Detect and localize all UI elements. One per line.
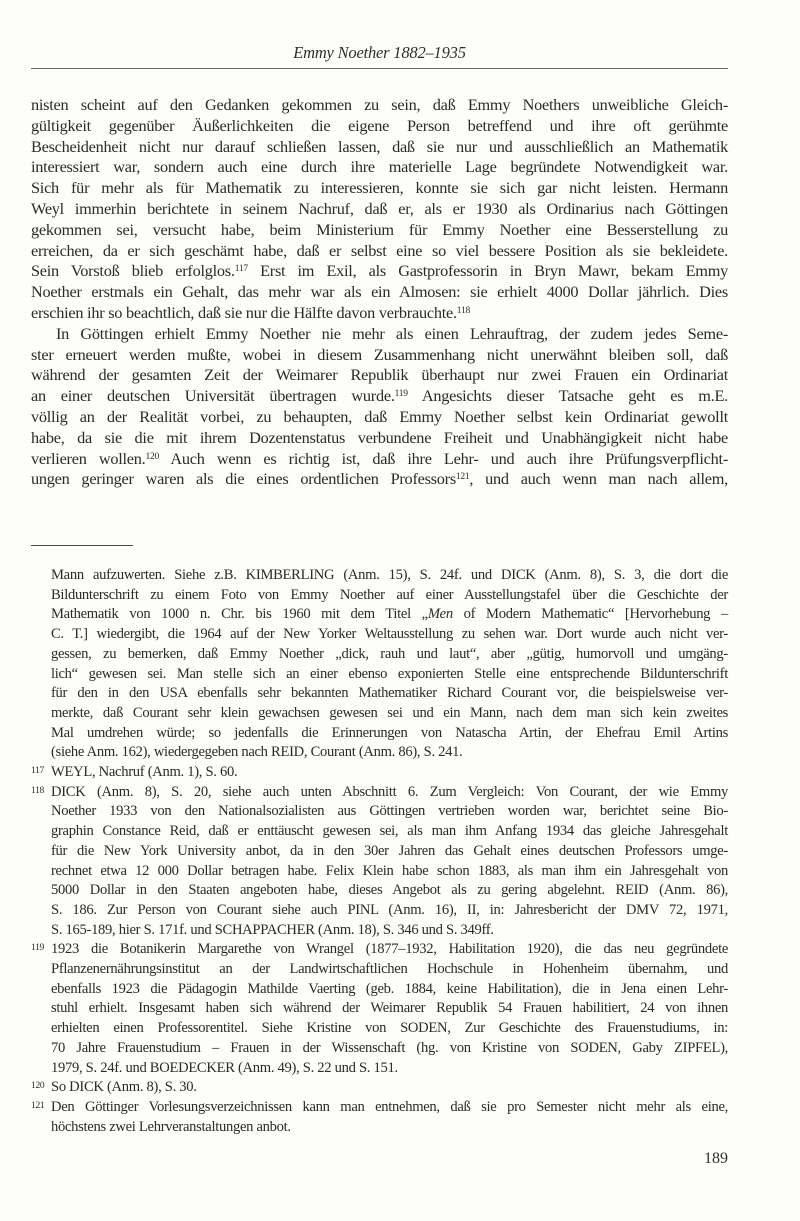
text-line: (siehe Anm. 162), wiedergegeben nach REID, Courant (Anm. 86), S. 241. <box>51 744 463 761</box>
text-line: Sich für mehr als für Mathematik zu interessieren, konnte sie sich gar nicht leisten. Hermann <box>31 178 728 198</box>
text-line: DICK (Anm. 8), S. 20, siehe auch unten Abschnitt 6. Zum Vergleich: Von Courant, der wie Emmy <box>51 783 728 800</box>
text-line: lich“ gewesen sei. Man stelle sich an einer ebenso exponierten Stelle eine entsprechende Bildunterschrift <box>51 665 728 682</box>
text-line: 1979, S. 24f. und BOEDECKER (Anm. 49), S. 22 und S. 151. <box>51 1059 398 1076</box>
footnote-continued <box>31 566 728 763</box>
text-line: ster erneuert werden mußte, wobei in diesem Zusammenhang nicht unerwähnt bleiben soll, daß <box>31 344 728 364</box>
paragraph-2 <box>31 324 728 490</box>
text-line: In Göttingen erhielt Emmy Noether nie mehr als einen Lehrauftrag, der zudem jedes Seme- <box>56 323 728 343</box>
text-line: Bildunterschrift zu einem Foto von Emmy Noether auf einer Ausstellungstafel über die Geschichte der <box>51 586 728 603</box>
text-line: 5000 Dollar in den Staaten angeboten habe, dieses Angebot als zu gering abgelehnt. REID (Anm. 86), <box>51 882 728 899</box>
text-line: für die New York University anbot, da in den 30er Jahren das Gehalt eines deutschen Professors umge- <box>51 842 728 859</box>
text-line: interessiert war, sondern auch eine durch ihre materielle Lage begründete Notwendigkeit war. <box>31 157 728 177</box>
text-fragment: Erst im Exil, als Gastprofessorin in Bryn Mawr, bekam Emmy <box>247 261 728 281</box>
text-line: merkte, daß Courant sehr klein gewachsen gewesen sei und ein Mann, nach dem man sich kein zweites <box>51 704 728 721</box>
footnote-120 <box>31 1078 728 1098</box>
running-header <box>31 0 728 69</box>
footnote-body <box>51 783 728 941</box>
page-number: 189 <box>704 1150 728 1167</box>
text-line: 1923 die Botanikerin Margarethe von Wrangel (1877–1932, Habilitation 1920), die das neu gegründete <box>51 941 728 958</box>
footnote-ref-119[interactable]: 119 <box>394 389 408 400</box>
text-line <box>51 605 728 625</box>
footnote-ref-120[interactable]: 120 <box>145 451 159 462</box>
text-line: rechnet etwa 12 000 Dollar betragen habe. Felix Klein habe schon 1883, als man ihm ein Jahresgehalt von <box>51 862 728 879</box>
text-line: WEYL, Nachruf (Anm. 1), S. 60. <box>51 764 238 781</box>
text-line: nisten scheint auf den Gedanken gekommen zu sein, daß Emmy Noethers unweibliche Gleich- <box>31 95 728 114</box>
text-line <box>31 386 728 407</box>
text-line: höchstens zwei Lehrveranstaltungen anbot. <box>51 1118 291 1135</box>
text-line <box>31 261 728 282</box>
text-line: C. T.] wiedergibt, die 1964 auf der New Yorker Weltausstellung zu sehen war. Dort wurde auch nicht ver- <box>51 626 728 643</box>
text-line: für den in den USA ebenfalls sehr bekannten Mathematiker Richard Courant vor, die beispielsweise ver- <box>51 685 728 702</box>
text-line: habe, da sie die mit ihrem Dozentenstatus verbundene Freiheit und Unabhängigkeit nicht habe <box>31 427 728 447</box>
text-line: gekommen sei, versucht habe, beim Ministerium für Emmy Noether eine Besserstellung zu <box>31 219 728 239</box>
text-line: gessen, zu bemerken, daß Emmy Noether „dick, rauh und laut“, aber „gütig, humorvoll und umgäng- <box>51 645 728 662</box>
text-line: S. 165-189, hier S. 171f. und SCHAPPACHER (Anm. 18), S. 346 und S. 349ff. <box>51 921 494 938</box>
footnote-ref-121[interactable]: 121 <box>455 472 470 483</box>
footnote-body <box>51 1098 728 1137</box>
footnote-117 <box>31 763 728 783</box>
text-line <box>31 469 728 490</box>
text-line: So DICK (Anm. 8), S. 30. <box>51 1079 197 1096</box>
footnote-ref-118[interactable]: 118 <box>456 305 470 316</box>
running-title: Emmy Noether 1882–1935 <box>293 43 466 62</box>
footnote-121 <box>31 1098 728 1137</box>
footnote-number: 119 <box>31 943 44 954</box>
text-line: erhielten einen Professorentitel. Siehe Kristine von SODEN, Zur Geschichte des Frauenstudiums, in: <box>51 1020 728 1037</box>
text-line: völlig an der Realität vorbei, zu behaupten, daß Emmy Noether selbst kein Ordinariat gewollt <box>31 406 728 426</box>
text-line: Mann aufzuwerten. Siehe z.B. KIMBERLING (Anm. 15), S. 24f. und DICK (Anm. 8), S. 3, die dort die <box>51 567 728 583</box>
text-line: Den Göttinger Vorlesungsverzeichnissen kann man entnehmen, daß sie pro Semester nicht mehr als eine, <box>51 1098 728 1115</box>
text-line: 70 Jahre Frauenstudium – Frauen in der Wissenschaft (hg. von Kristine von SODEN, Gaby ZIPFEL), <box>51 1039 728 1056</box>
text-fragment: Sein Vorstoß blieb erfolglos. <box>31 261 235 281</box>
footnote-number: 117 <box>31 766 44 777</box>
main-text <box>31 95 728 490</box>
text-line: Bescheidenheit nicht nur darauf schließen lassen, daß sie nur und ausschließlich an Mathematik <box>31 136 728 156</box>
text-fragment: erschien ihr so beachtlich, daß sie nur die Hälfte davon verbrauchte. <box>31 302 457 322</box>
text-fragment: Angesichts dieser Tatsache geht es m.E. <box>407 386 728 406</box>
footnote-body <box>51 566 728 763</box>
text-line: Weyl immerhin berichtete in seinem Nachruf, daß er, als er 1930 als Ordinarius nach Göttingen <box>31 198 728 218</box>
text-fragment: of Modern Mathematic“ [Hervorhebung – <box>452 606 728 623</box>
text-line <box>31 303 728 324</box>
text-line: Pflanzenernährungsinstitut an der Landwirtschaftlichen Hochschule in Hohenheim übernahm, und <box>51 961 728 978</box>
paragraph-1 <box>31 95 728 324</box>
footnote-number: 120 <box>31 1081 45 1092</box>
footnote-118 <box>31 783 728 941</box>
text-fragment: Auch wenn es richtig ist, daß ihre Lehr- und auch ihre Prüfungsverpflicht- <box>158 448 728 468</box>
text-fragment: verlieren wollen. <box>31 448 146 468</box>
text-line: ebenfalls 1923 die Pädagogin Mathilde Vaerting (geb. 1884, keine Habilitation), die in Jena einen Lehr- <box>51 980 728 997</box>
text-fragment: an einer deutschen Universität übertragen wurde. <box>31 386 395 406</box>
text-fragment: , und auch wenn man nach allem, <box>469 469 728 489</box>
text-line: Noether 1933 von den Nationalsozialisten aus Göttingen vertrieben worden war, berichtet seine Bio- <box>51 803 728 820</box>
text-line: S. 186. Zur Person von Courant siehe auch PINL (Anm. 16), II, in: Jahresbericht der DMV 72, 1971, <box>51 901 728 918</box>
text-line <box>31 449 728 470</box>
footnote-body <box>51 763 728 783</box>
footnote-number: 121 <box>31 1100 45 1111</box>
text-line: während der gesamten Zeit der Weimarer Republik überhaupt nur zwei Frauen ein Ordinariat <box>31 365 728 385</box>
text-line: Noether erstmals ein Gehalt, das mehr war als ein Almosen: sie erhielt 4000 Dollar jährlich. Dies <box>31 282 728 302</box>
footnote-body <box>51 940 728 1078</box>
footnote-ref-117[interactable]: 117 <box>234 264 248 275</box>
text-line: Mal umdrehen würde; so jedenfalls die Erinnerungen von Natascha Artin, der Ehefrau Emil Artins <box>51 724 728 741</box>
text-line: graphin Constance Reid, daß er enttäuscht gewesen sei, als man ihm Anfang 1934 das gleiche Jahresgehalt <box>51 823 728 840</box>
text-line: gültigkeit gegenüber Äußerlichkeiten die eigene Person betreffend und ihre oft gerühmte <box>31 115 728 135</box>
italic-emphasis: Men <box>427 606 453 623</box>
text-line: stuhl erhielt. Insgesamt haben sich während der Weimarer Republik 54 Frauen habilitiert, 24 von ihnen <box>51 1000 728 1017</box>
text-line: erreichen, da er sich geschämt habe, daß er selbst eine so viel bessere Position als sie bekleidete. <box>31 240 728 260</box>
footnote-separator <box>31 545 133 546</box>
text-fragment: Mathematik von 1000 n. Chr. bis 1960 mit dem Titel „ <box>51 606 428 623</box>
footnotes <box>31 566 728 1137</box>
footnote-number: 118 <box>31 785 44 796</box>
footnote-119 <box>31 940 728 1078</box>
text-fragment: ungen geringer waren als die eines ordentlichen Professors <box>31 469 456 489</box>
footnote-body <box>51 1078 728 1098</box>
